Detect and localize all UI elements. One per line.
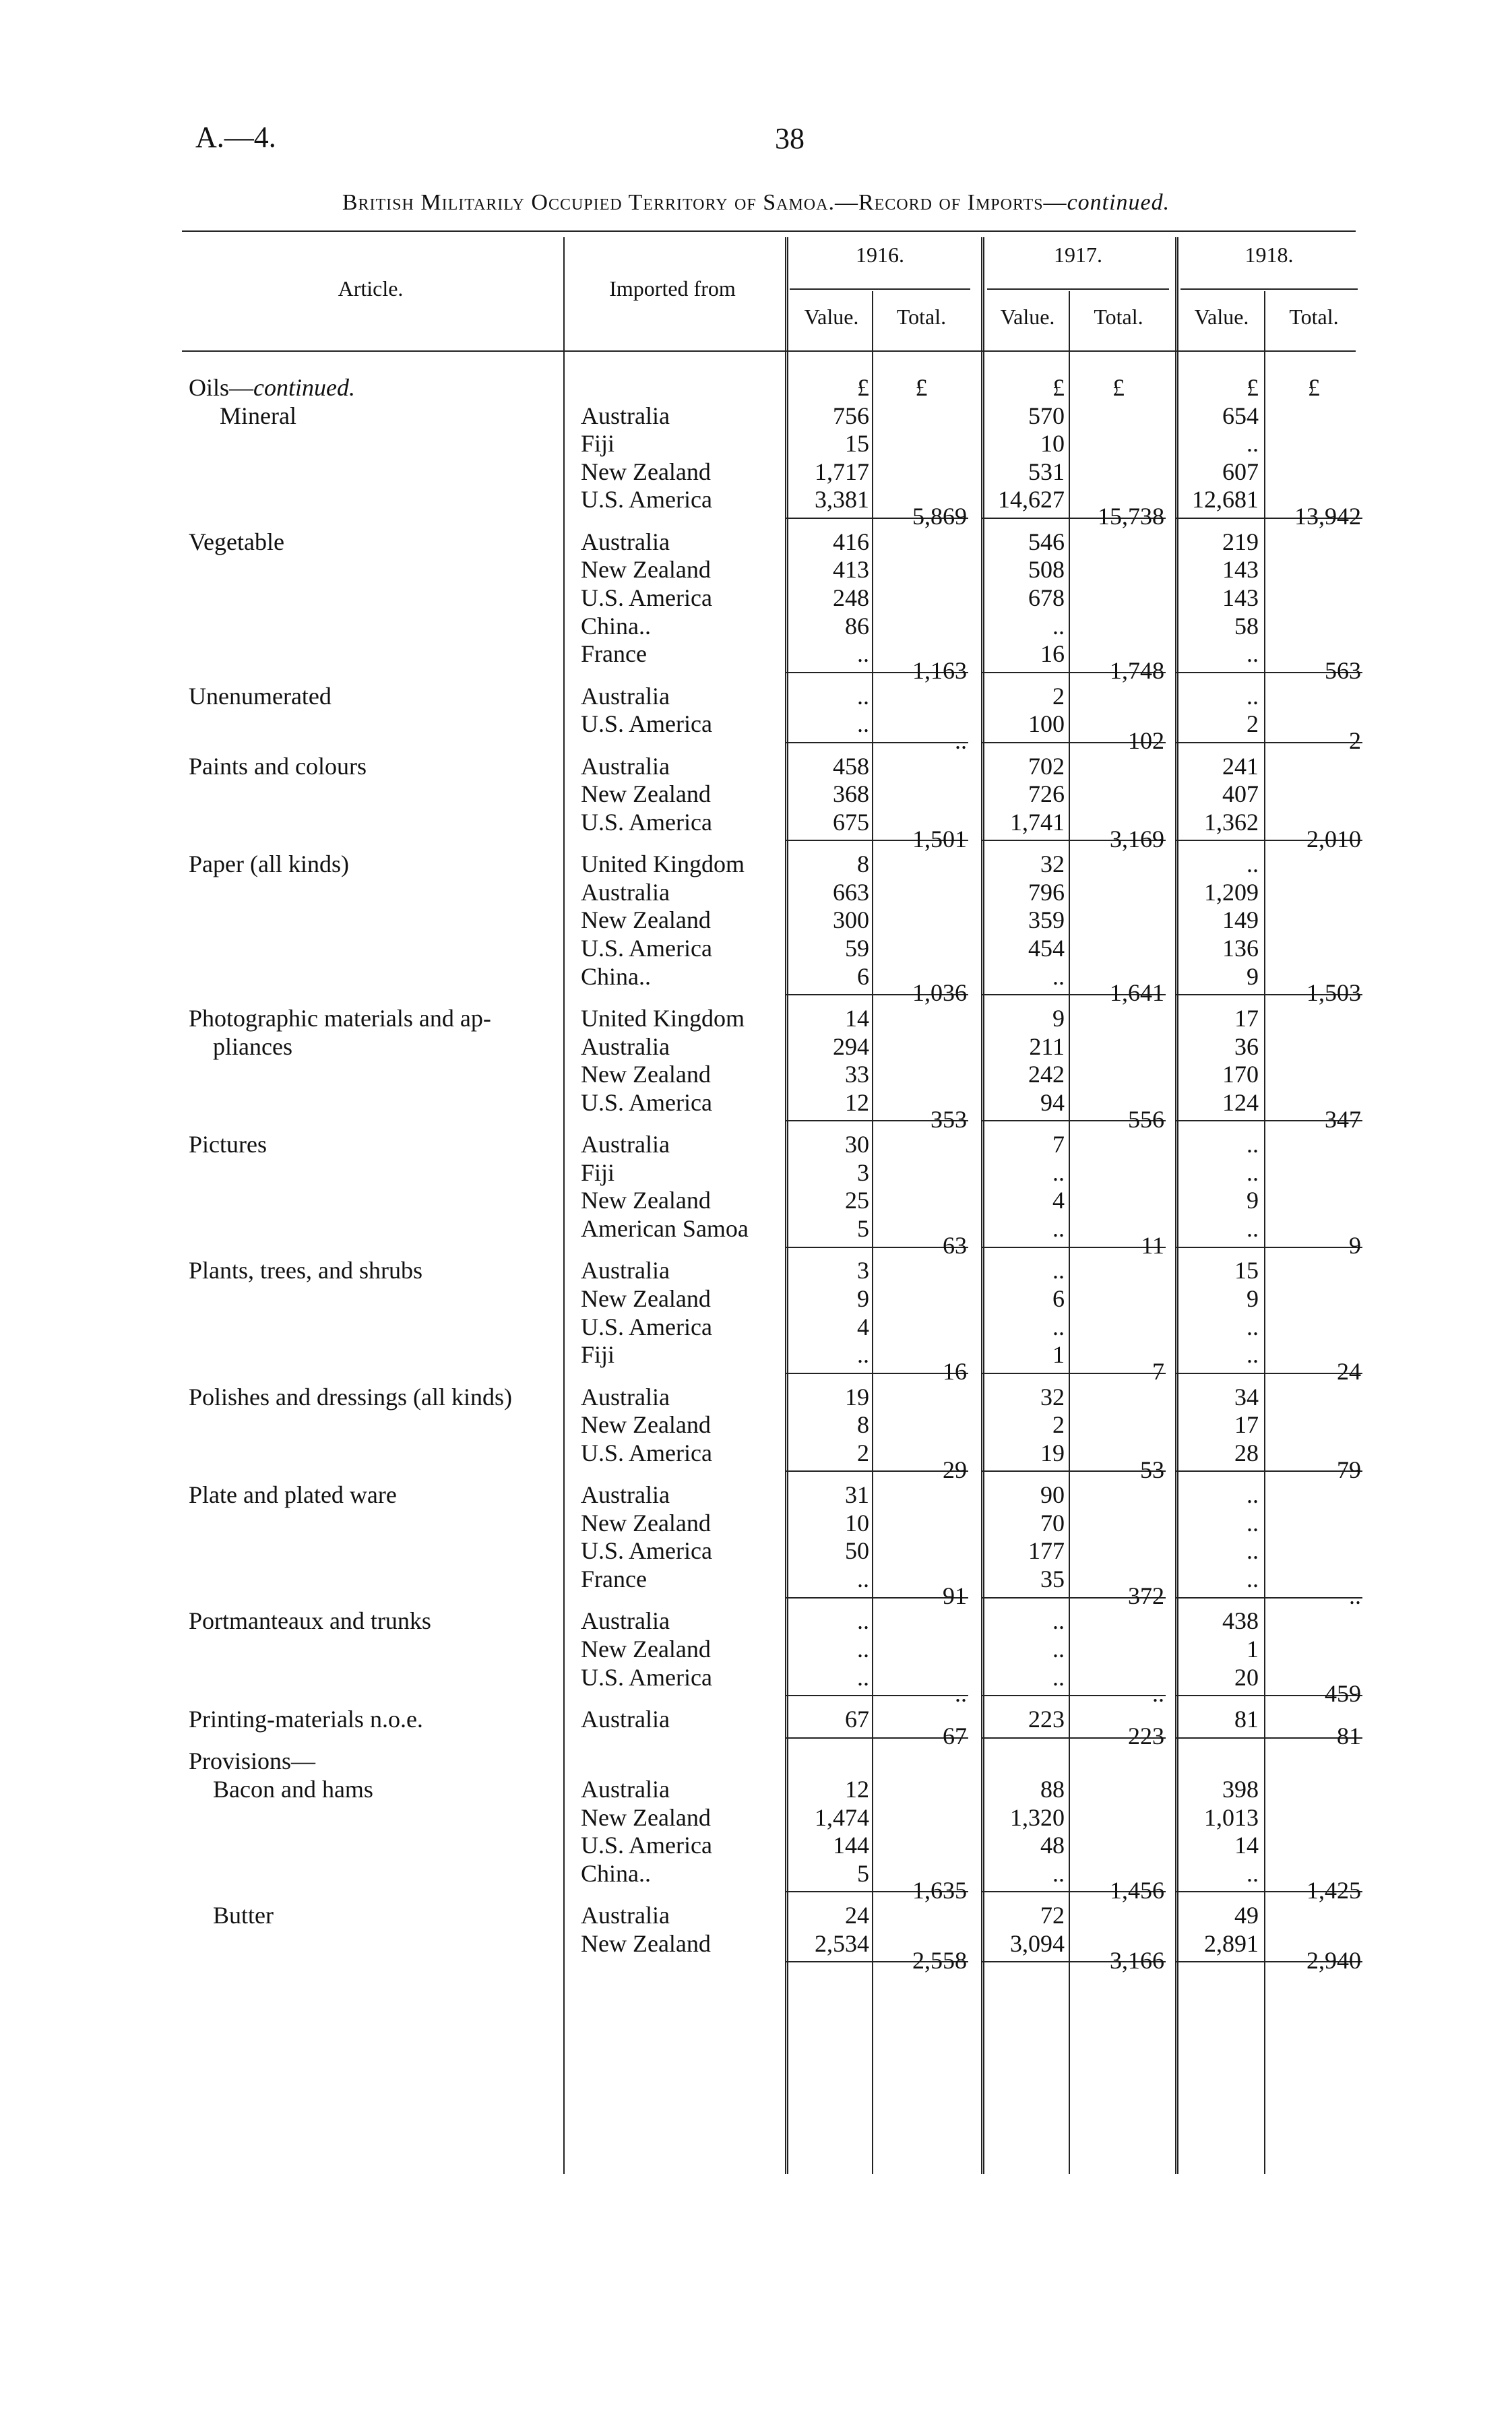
- imported-from: Australia: [581, 1257, 670, 1284]
- imported-from: U.S. America: [581, 1663, 712, 1691]
- value-cell: 9: [1247, 1285, 1259, 1312]
- header-value: Value.: [1000, 305, 1055, 329]
- total-cell: 353: [931, 1105, 967, 1133]
- header-value: Value.: [804, 305, 859, 329]
- currency-symbol: £: [1247, 374, 1259, 401]
- title-continued: continued.: [1067, 190, 1170, 215]
- value-cell: 438: [1222, 1607, 1259, 1635]
- total-cell: 1,641: [1110, 979, 1164, 1007]
- value-cell: 9: [1052, 1005, 1065, 1032]
- imported-from: Australia: [581, 1032, 670, 1060]
- value-cell: 90: [1040, 1481, 1065, 1509]
- value-cell: 359: [1028, 906, 1065, 934]
- total-cell: 2,940: [1306, 1946, 1361, 1974]
- value-cell: 12: [845, 1776, 869, 1803]
- total-cell: 102: [1128, 726, 1164, 754]
- value-cell: 663: [833, 878, 869, 906]
- value-cell: 242: [1028, 1061, 1065, 1088]
- article-label: Photographic materials and ap-: [189, 1005, 491, 1032]
- value-cell: ..: [1247, 1537, 1259, 1565]
- value-cell: 58: [1234, 612, 1259, 640]
- imported-from: Australia: [581, 1383, 670, 1410]
- value-cell: 2: [1052, 1411, 1065, 1439]
- value-cell: 9: [1247, 1187, 1259, 1214]
- value-cell: 14: [845, 1005, 869, 1032]
- imported-from: American Samoa: [581, 1215, 749, 1242]
- article-label: Paper (all kinds): [189, 850, 349, 878]
- page-reference: A.—4.: [195, 121, 276, 154]
- value-cell: 32: [1040, 1383, 1065, 1410]
- column-rule: [563, 237, 565, 2174]
- value-cell: ..: [1052, 1215, 1065, 1242]
- article-label: Plate and plated ware: [189, 1481, 397, 1509]
- value-cell: 407: [1222, 780, 1259, 808]
- value-cell: 454: [1028, 935, 1065, 962]
- total-cell: 63: [943, 1231, 967, 1259]
- total-cell: 1,501: [912, 825, 967, 852]
- value-cell: 48: [1040, 1832, 1065, 1859]
- value-cell: 50: [845, 1537, 869, 1565]
- value-cell: 88: [1040, 1776, 1065, 1803]
- value-cell: 5: [857, 1859, 869, 1887]
- total-cell: 1,748: [1110, 656, 1164, 684]
- header-total: Total.: [1289, 305, 1339, 329]
- value-cell: 8: [857, 1411, 869, 1439]
- value-cell: ..: [857, 640, 869, 668]
- value-cell: 12: [845, 1088, 869, 1116]
- value-cell: 3,094: [1010, 1929, 1065, 1957]
- total-cell: ..: [955, 726, 967, 754]
- value-cell: 19: [845, 1383, 869, 1410]
- value-cell: 70: [1040, 1509, 1065, 1537]
- value-cell: ..: [1052, 1663, 1065, 1691]
- value-cell: 17: [1234, 1411, 1259, 1439]
- value-cell: 25: [845, 1187, 869, 1214]
- value-cell: 546: [1028, 528, 1065, 555]
- value-cell: ..: [1247, 1509, 1259, 1537]
- value-cell: 675: [833, 808, 869, 836]
- value-cell: 9: [1247, 962, 1259, 990]
- currency-symbol: £: [1112, 374, 1125, 401]
- imported-from: New Zealand: [581, 1285, 711, 1312]
- value-cell: 3,381: [815, 486, 869, 514]
- total-cell: 15,738: [1098, 503, 1164, 530]
- value-cell: 8: [857, 850, 869, 878]
- article-label: Bacon and hams: [213, 1776, 373, 1803]
- value-cell: 223: [1028, 1706, 1065, 1733]
- value-cell: ..: [1052, 962, 1065, 990]
- value-cell: 143: [1222, 584, 1259, 611]
- total-cell: 372: [1128, 1582, 1164, 1609]
- header-value: Value.: [1194, 305, 1249, 329]
- imported-from: Australia: [581, 1607, 670, 1635]
- total-cell: 223: [1128, 1722, 1164, 1749]
- value-cell: 607: [1222, 458, 1259, 485]
- total-cell: 9: [1349, 1231, 1361, 1259]
- imported-from: Australia: [581, 752, 670, 780]
- value-cell: 1,209: [1204, 878, 1259, 906]
- imported-from: New Zealand: [581, 1636, 711, 1663]
- imported-from: U.S. America: [581, 1537, 712, 1565]
- section-heading: [189, 373, 355, 402]
- value-cell: 15: [845, 430, 869, 458]
- value-cell: ..: [1247, 1131, 1259, 1158]
- header-total: Total.: [896, 305, 947, 329]
- imported-from: Australia: [581, 528, 670, 555]
- value-cell: 211: [1029, 1032, 1065, 1060]
- article-label: Unenumerated: [189, 682, 332, 710]
- table-title: [0, 190, 1512, 216]
- imported-from: Australia: [581, 402, 670, 429]
- value-cell: 24: [845, 1902, 869, 1929]
- value-cell: 1,013: [1204, 1803, 1259, 1831]
- total-cell: 16: [943, 1357, 967, 1385]
- value-cell: 4: [857, 1313, 869, 1340]
- value-cell: ..: [857, 1607, 869, 1635]
- value-cell: 10: [845, 1509, 869, 1537]
- value-cell: 1,320: [1010, 1803, 1065, 1831]
- value-cell: 31: [845, 1481, 869, 1509]
- imported-from: U.S. America: [581, 1088, 712, 1116]
- value-cell: 1: [1052, 1341, 1065, 1369]
- value-cell: 416: [833, 528, 869, 555]
- value-cell: 2: [857, 1439, 869, 1466]
- imported-from: Australia: [581, 1706, 670, 1733]
- currency-symbol: £: [1052, 374, 1065, 401]
- value-cell: 1: [1247, 1636, 1259, 1663]
- value-cell: 678: [1028, 584, 1065, 611]
- total-cell: 81: [1337, 1722, 1361, 1749]
- value-cell: 1,741: [1010, 808, 1065, 836]
- total-cell: ..: [1349, 1582, 1361, 1609]
- value-cell: 177: [1028, 1537, 1065, 1565]
- article-heading: Provisions—: [189, 1747, 316, 1775]
- total-cell: 5,869: [912, 503, 967, 530]
- imported-from: U.S. America: [581, 1439, 712, 1466]
- header-year: 1918.: [1245, 243, 1294, 267]
- total-cell: 556: [1128, 1105, 1164, 1133]
- value-cell: 4: [1052, 1187, 1065, 1214]
- value-cell: 219: [1222, 528, 1259, 555]
- value-cell: 17: [1234, 1005, 1259, 1032]
- value-cell: 702: [1028, 752, 1065, 780]
- value-cell: 59: [845, 935, 869, 962]
- year-rule: [790, 288, 970, 290]
- value-cell: ..: [857, 1663, 869, 1691]
- value-cell: ..: [1052, 1158, 1065, 1186]
- section-heading-continued: continued.: [253, 374, 355, 401]
- header-year: 1916.: [856, 243, 904, 267]
- value-cell: 15: [1234, 1257, 1259, 1284]
- imported-from: New Zealand: [581, 458, 711, 485]
- article-label: Mineral: [220, 402, 296, 429]
- total-cell: 2,010: [1306, 825, 1361, 852]
- imported-from: U.S. America: [581, 584, 712, 611]
- value-cell: 5: [857, 1215, 869, 1242]
- page-number: 38: [775, 122, 805, 155]
- value-cell: 72: [1040, 1902, 1065, 1929]
- value-cell: 368: [833, 780, 869, 808]
- currency-symbol: £: [1308, 374, 1320, 401]
- total-cell: 2: [1349, 726, 1361, 754]
- imported-from: U.S. America: [581, 935, 712, 962]
- imported-from: China..: [581, 1859, 651, 1887]
- value-cell: 19: [1040, 1439, 1065, 1466]
- article-label: Butter: [213, 1902, 274, 1929]
- total-cell: 67: [943, 1722, 967, 1749]
- article-label: Printing-materials n.o.e.: [189, 1706, 423, 1733]
- value-cell: ..: [1247, 1859, 1259, 1887]
- year-rule: [987, 288, 1169, 290]
- article-label: Portmanteaux and trunks: [189, 1607, 431, 1635]
- value-cell: ..: [1247, 1565, 1259, 1592]
- value-cell: 35: [1040, 1565, 1065, 1592]
- total-cell: 1,503: [1306, 979, 1361, 1007]
- imported-from: U.S. America: [581, 486, 712, 514]
- value-cell: ..: [857, 1341, 869, 1369]
- value-cell: 81: [1234, 1706, 1259, 1733]
- value-cell: ..: [1052, 1313, 1065, 1340]
- imported-from: New Zealand: [581, 1803, 711, 1831]
- article-label: Polishes and dressings (all kinds): [189, 1383, 512, 1410]
- imported-from: Fiji: [581, 430, 615, 458]
- total-cell: ..: [955, 1680, 967, 1708]
- total-cell: 1,163: [912, 656, 967, 684]
- imported-from: New Zealand: [581, 1411, 711, 1439]
- imported-from: France: [581, 1565, 647, 1592]
- total-cell: 563: [1325, 656, 1361, 684]
- header-year: 1917.: [1054, 243, 1102, 267]
- value-cell: ..: [1052, 1607, 1065, 1635]
- value-cell: ..: [857, 1636, 869, 1663]
- value-cell: 1,362: [1204, 808, 1259, 836]
- imported-from: New Zealand: [581, 1061, 711, 1088]
- value-cell: 94: [1040, 1088, 1065, 1116]
- imported-from: New Zealand: [581, 1187, 711, 1214]
- value-cell: ..: [857, 1565, 869, 1592]
- imported-from: U.S. America: [581, 710, 712, 738]
- value-cell: 726: [1028, 780, 1065, 808]
- imported-from: China..: [581, 962, 651, 990]
- value-cell: 3: [857, 1158, 869, 1186]
- value-cell: 20: [1234, 1663, 1259, 1691]
- imported-from: Australia: [581, 682, 670, 710]
- value-cell: ..: [1052, 612, 1065, 640]
- value-cell: 6: [1052, 1285, 1065, 1312]
- value-cell: ..: [857, 682, 869, 710]
- value-cell: ..: [1247, 682, 1259, 710]
- value-cell: 30: [845, 1131, 869, 1158]
- value-cell: 413: [833, 556, 869, 584]
- value-cell: 124: [1222, 1088, 1259, 1116]
- total-cell: 91: [943, 1582, 967, 1609]
- value-cell: 508: [1028, 556, 1065, 584]
- total-cell: 1,036: [912, 979, 967, 1007]
- value-cell: 531: [1028, 458, 1065, 485]
- imported-from: Australia: [581, 1776, 670, 1803]
- value-cell: ..: [1052, 1636, 1065, 1663]
- total-cell: 7: [1152, 1357, 1164, 1385]
- value-cell: 2,534: [815, 1929, 869, 1957]
- value-cell: 34: [1234, 1383, 1259, 1410]
- currency-symbol: £: [857, 374, 869, 401]
- total-cell: 2,558: [912, 1946, 967, 1974]
- imported-from: New Zealand: [581, 780, 711, 808]
- value-cell: ..: [1247, 1313, 1259, 1340]
- imported-from: U.S. America: [581, 1832, 712, 1859]
- value-cell: 144: [833, 1832, 869, 1859]
- value-cell: 10: [1040, 430, 1065, 458]
- article-label-continued: pliances: [213, 1032, 292, 1060]
- imported-from: France: [581, 640, 647, 668]
- section-heading-main: Oils—: [189, 374, 254, 401]
- value-cell: 756: [833, 402, 869, 429]
- imported-from: China..: [581, 612, 651, 640]
- article-label: Plants, trees, and shrubs: [189, 1257, 422, 1284]
- title-main: British Militarily Occupied Territory of Samoa.—Record of Imports—: [342, 190, 1067, 215]
- value-cell: 49: [1234, 1902, 1259, 1929]
- value-cell: 9: [857, 1285, 869, 1312]
- header-total: Total.: [1094, 305, 1143, 329]
- value-cell: ..: [1247, 1341, 1259, 1369]
- value-cell: 16: [1040, 640, 1065, 668]
- value-cell: ..: [857, 710, 869, 738]
- article-label: Vegetable: [189, 528, 284, 555]
- header-imported-from: Imported from: [609, 276, 736, 301]
- value-cell: ..: [1052, 1257, 1065, 1284]
- value-cell: 248: [833, 584, 869, 611]
- total-cell: 24: [1337, 1357, 1361, 1385]
- value-cell: 143: [1222, 556, 1259, 584]
- value-cell: 458: [833, 752, 869, 780]
- total-cell: 11: [1141, 1231, 1164, 1259]
- value-cell: 170: [1222, 1061, 1259, 1088]
- value-cell: ..: [1247, 640, 1259, 668]
- value-cell: 654: [1222, 402, 1259, 429]
- value-cell: ..: [1247, 1158, 1259, 1186]
- value-cell: 14,627: [998, 486, 1065, 514]
- imported-from: New Zealand: [581, 556, 711, 584]
- imported-from: New Zealand: [581, 1929, 711, 1957]
- total-cell: 3,166: [1110, 1946, 1164, 1974]
- total-cell: 459: [1325, 1680, 1361, 1708]
- article-label: Paints and colours: [189, 752, 367, 780]
- value-cell: 3: [857, 1257, 869, 1284]
- value-cell: ..: [1247, 1215, 1259, 1242]
- value-cell: 86: [845, 612, 869, 640]
- total-cell: 79: [1337, 1456, 1361, 1483]
- total-cell: 1,635: [912, 1876, 967, 1904]
- imported-from: United Kingdom: [581, 850, 745, 878]
- value-cell: 14: [1234, 1832, 1259, 1859]
- total-cell: 1,456: [1110, 1876, 1164, 1904]
- value-cell: 241: [1222, 752, 1259, 780]
- imported-from: New Zealand: [581, 906, 711, 934]
- value-cell: 294: [833, 1032, 869, 1060]
- currency-symbol: £: [915, 374, 928, 401]
- value-cell: 2: [1247, 710, 1259, 738]
- header-article: Article.: [338, 276, 404, 301]
- value-cell: ..: [1052, 1859, 1065, 1887]
- imported-from: Fiji: [581, 1158, 615, 1186]
- year-rule: [1180, 288, 1358, 290]
- value-cell: 12,681: [1192, 486, 1259, 514]
- total-cell: 1,425: [1306, 1876, 1361, 1904]
- value-cell: 2: [1052, 682, 1065, 710]
- header-top-rule: [182, 230, 1356, 232]
- total-cell: 53: [1140, 1456, 1164, 1483]
- value-cell: 136: [1222, 935, 1259, 962]
- imported-from: United Kingdom: [581, 1005, 745, 1032]
- total-cell: 3,169: [1110, 825, 1164, 852]
- imported-from: Australia: [581, 1131, 670, 1158]
- imported-from: Australia: [581, 1902, 670, 1929]
- value-cell: 570: [1028, 402, 1065, 429]
- value-cell: 36: [1234, 1032, 1259, 1060]
- value-cell: 32: [1040, 850, 1065, 878]
- value-cell: 300: [833, 906, 869, 934]
- value-cell: ..: [1247, 1481, 1259, 1509]
- total-cell: 29: [943, 1456, 967, 1483]
- value-cell: 2,891: [1204, 1929, 1259, 1957]
- imported-from: U.S. America: [581, 1313, 712, 1340]
- value-cell: 28: [1234, 1439, 1259, 1466]
- imported-from: Australia: [581, 878, 670, 906]
- value-cell: 33: [845, 1061, 869, 1088]
- imported-from: Fiji: [581, 1341, 615, 1369]
- value-cell: 67: [845, 1706, 869, 1733]
- total-cell: ..: [1152, 1680, 1164, 1708]
- value-cell: 398: [1222, 1776, 1259, 1803]
- value-cell: 6: [857, 962, 869, 990]
- imported-from: New Zealand: [581, 1509, 711, 1537]
- imported-from: Australia: [581, 1481, 670, 1509]
- value-cell: 1,717: [815, 458, 869, 485]
- value-cell: 796: [1028, 878, 1065, 906]
- value-cell: ..: [1247, 430, 1259, 458]
- value-cell: ..: [1247, 850, 1259, 878]
- total-cell: 13,942: [1294, 503, 1361, 530]
- value-cell: 149: [1222, 906, 1259, 934]
- imported-from: U.S. America: [581, 808, 712, 836]
- header-bottom-rule: [182, 350, 1356, 352]
- value-cell: 1,474: [815, 1803, 869, 1831]
- value-cell: 100: [1028, 710, 1065, 738]
- value-cell: 7: [1052, 1131, 1065, 1158]
- total-cell: 347: [1325, 1105, 1361, 1133]
- article-label: Pictures: [189, 1131, 267, 1158]
